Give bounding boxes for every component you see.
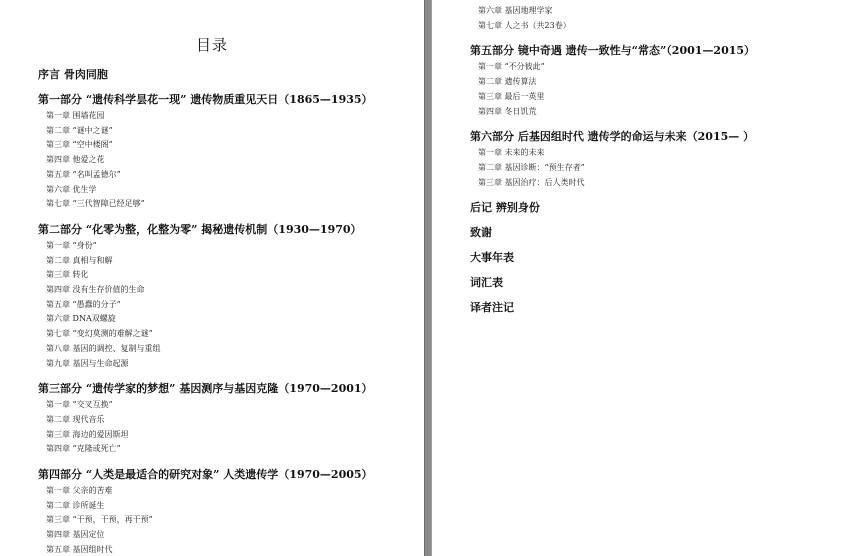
chapter-entry[interactable]: 第二章 基因诊断：“预生存者” [478, 162, 585, 172]
right-page [432, 0, 859, 556]
chapter-entry[interactable]: 第一章 “交叉互换” [46, 400, 113, 410]
toc-title: 目录 [195, 36, 228, 54]
left-page [0, 0, 424, 556]
translator-notes-heading[interactable]: 译者注记 [470, 301, 514, 315]
chapter-entry[interactable]: 第二章 现代音乐 [46, 414, 105, 424]
chapter-entry[interactable]: 第三章 “干预，干预，再干预” [46, 515, 153, 525]
part-2-heading[interactable]: 第二部分 “化零为整，化整为零” 揭秘遗传机制（1930—1970） [38, 222, 362, 236]
part-5-heading[interactable]: 第五部分 镜中奇遇 遗传一致性与“常态”（2001—2015） [470, 44, 756, 58]
chapter-entry[interactable]: 第四章 冬日饥荒 [478, 106, 537, 116]
chapter-entry[interactable]: 第八章 基因的调控、复制与重组 [46, 343, 161, 353]
chapter-entry[interactable]: 第六章 基因地理学家 [478, 6, 553, 15]
acknowledgements-heading[interactable]: 致谢 [470, 226, 492, 240]
part-6-heading[interactable]: 第六部分 后基因组时代 遗传学的命运与未来（2015— ） [470, 130, 755, 144]
part-3-heading[interactable]: 第三部分 “遗传学家的梦想” 基因测序与基因克隆（1970—2001） [38, 382, 373, 396]
afterword-heading[interactable]: 后记 辨别身份 [470, 201, 540, 215]
chapter-entry[interactable]: 第九章 基因与生命起源 [46, 358, 129, 368]
chapter-entry[interactable]: 第三章 最后一英里 [478, 91, 545, 101]
chapter-entry[interactable]: 第四章 基因定位 [46, 530, 105, 540]
right-toc [470, 4, 850, 315]
chapter-entry[interactable]: 第六章 优生学 [46, 184, 97, 194]
chapter-entry[interactable]: 第四章 “克隆或死亡” [46, 444, 121, 454]
chapter-entry[interactable]: 第三章 基因治疗：后人类时代 [478, 177, 585, 187]
chapter-entry[interactable]: 第二章 真相与和解 [46, 255, 113, 265]
page-gutter [424, 0, 432, 556]
chapter-entry[interactable]: 第三章 海边的爱因斯坦 [46, 429, 129, 439]
chapter-entry[interactable]: 第五章 “名叫孟德尔” [46, 169, 121, 179]
chapter-entry[interactable]: 第二章 诊所诞生 [46, 500, 105, 510]
part-1-heading[interactable]: 第一部分 “遗传科学昙花一现” 遗传物质重见天日（1865—1935） [38, 93, 373, 106]
chronology-heading[interactable]: 大事年表 [470, 251, 514, 265]
chapter-entry[interactable]: 第一章 父亲的苦难 [46, 486, 113, 496]
chapter-entry[interactable]: 第七章 人之书（共23卷） [478, 20, 571, 30]
left-toc [38, 65, 418, 556]
chapter-entry[interactable]: 第三章 “空中楼阁” [46, 140, 113, 150]
chapter-entry[interactable]: 第一章 “身份” [46, 240, 97, 250]
chapter-entry[interactable]: 第五章 “愚蠢的分子” [46, 299, 121, 309]
part-4-heading[interactable]: 第四部分 “人类是最适合的研究对象” 人类遗传学（1970—2005） [38, 468, 373, 482]
chapter-entry[interactable]: 第一章 围墙花园 [46, 111, 105, 120]
chapter-entry[interactable]: 第一章 “不分彼此” [478, 62, 545, 72]
chapter-entry[interactable]: 第七章 “变幻莫测的难解之谜” [46, 329, 153, 339]
chapter-entry[interactable]: 第三章 转化 [46, 270, 89, 280]
chapter-entry[interactable]: 第五章 基因组时代 [46, 544, 113, 554]
chapter-entry[interactable]: 第四章 他爱之花 [46, 155, 105, 165]
chapter-entry[interactable]: 第七章 “三代智障已经足够” [46, 199, 145, 209]
chapter-entry[interactable]: 第六章 DNA双螺旋 [46, 314, 116, 324]
chapter-entry[interactable]: 第二章 遗传算法 [478, 77, 537, 87]
glossary-heading[interactable]: 词汇表 [470, 276, 503, 290]
chapter-entry[interactable]: 第二章 “谜中之谜” [46, 125, 113, 135]
chapter-entry[interactable]: 第一章 未来的未来 [478, 148, 545, 158]
preface-heading[interactable]: 序言 骨肉同胞 [38, 68, 108, 81]
chapter-entry[interactable]: 第四章 没有生存价值的生命 [46, 285, 145, 295]
